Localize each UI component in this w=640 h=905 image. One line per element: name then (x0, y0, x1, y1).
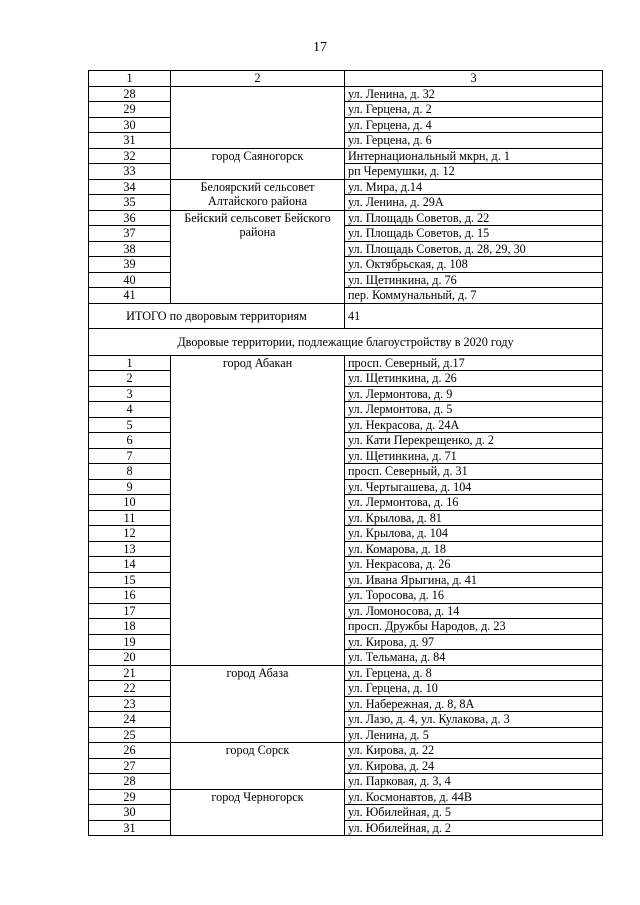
address-cell: ул. Щетинкина, д. 26 (345, 371, 603, 387)
municipality-cell: город Саяногорск (171, 148, 345, 179)
address-cell: просп. Дружбы Народов, д. 23 (345, 619, 603, 635)
row-number: 1 (89, 355, 171, 371)
column-header-municipality: 2 (171, 71, 345, 87)
address-cell: ул. Набережная, д. 8, 8А (345, 696, 603, 712)
row-number: 39 (89, 257, 171, 273)
row-number: 14 (89, 557, 171, 573)
table-row (89, 665, 603, 681)
row-number: 31 (89, 133, 171, 149)
row-number: 15 (89, 572, 171, 588)
section-title: Дворовые территории, подлежащие благоустройству в 2020 году (89, 328, 603, 355)
row-number: 21 (89, 665, 171, 681)
table-row (89, 650, 603, 666)
page-number: 17 (313, 40, 327, 55)
row-number: 28 (89, 774, 171, 790)
row-number: 27 (89, 758, 171, 774)
address-cell: ул. Ленина, д. 29А (345, 195, 603, 211)
table-row (89, 603, 603, 619)
table-row (89, 774, 603, 790)
table-row (89, 572, 603, 588)
table-row (89, 479, 603, 495)
row-number: 38 (89, 241, 171, 257)
address-cell: ул. Кирова, д. 97 (345, 634, 603, 650)
row-number: 32 (89, 148, 171, 164)
address-cell: ул. Тельмана, д. 84 (345, 650, 603, 666)
row-number: 5 (89, 417, 171, 433)
total-label: ИТОГО по дворовым территориям (89, 303, 345, 328)
table-row (89, 696, 603, 712)
row-number: 22 (89, 681, 171, 697)
address-cell: ул. Некрасова, д. 24А (345, 417, 603, 433)
municipality-cell: город Абакан (171, 355, 345, 665)
address-cell: пер. Коммунальный, д. 7 (345, 288, 603, 304)
address-cell: ул. Торосова, д. 16 (345, 588, 603, 604)
table-row (89, 758, 603, 774)
row-number: 11 (89, 510, 171, 526)
address-cell: ул. Юбилейная, д. 5 (345, 805, 603, 821)
row-number: 29 (89, 102, 171, 118)
address-cell: ул. Крылова, д. 81 (345, 510, 603, 526)
address-cell: ул. Герцена, д. 4 (345, 117, 603, 133)
total-row (89, 303, 603, 328)
table-row (89, 102, 603, 118)
row-number: 26 (89, 743, 171, 759)
address-cell: просп. Северный, д. 31 (345, 464, 603, 480)
address-cell: ул. Герцена, д. 6 (345, 133, 603, 149)
row-number: 12 (89, 526, 171, 542)
municipality-cell: город Сорск (171, 743, 345, 790)
address-cell: ул. Щетинкина, д. 71 (345, 448, 603, 464)
address-cell: ул. Площадь Советов, д. 15 (345, 226, 603, 242)
table-row (89, 448, 603, 464)
table-row (89, 510, 603, 526)
row-number: 7 (89, 448, 171, 464)
row-number: 8 (89, 464, 171, 480)
address-cell: ул. Космонавтов, д. 44В (345, 789, 603, 805)
table-row (89, 288, 603, 304)
table-row (89, 681, 603, 697)
table-row (89, 195, 603, 211)
table-row (89, 257, 603, 273)
table-row (89, 712, 603, 728)
header-row (89, 71, 603, 87)
column-header-number: 1 (89, 71, 171, 87)
table-row (89, 526, 603, 542)
row-number: 25 (89, 727, 171, 743)
address-cell: ул. Крылова, д. 104 (345, 526, 603, 542)
row-number: 9 (89, 479, 171, 495)
address-cell: ул. Ленина, д. 5 (345, 727, 603, 743)
row-number: 33 (89, 164, 171, 180)
municipality-cell: Бейский сельсовет Бейского района (171, 210, 345, 303)
addresses-table (88, 70, 603, 836)
municipality-cell: город Абаза (171, 665, 345, 743)
address-cell: ул. Комарова, д. 18 (345, 541, 603, 557)
address-cell: ул. Лазо, д. 4, ул. Кулакова, д. 3 (345, 712, 603, 728)
address-cell: ул. Ломоносова, д. 14 (345, 603, 603, 619)
table-row (89, 241, 603, 257)
table-row (89, 789, 603, 805)
row-number: 41 (89, 288, 171, 304)
row-number: 2 (89, 371, 171, 387)
row-number: 16 (89, 588, 171, 604)
address-cell: ул. Лермонтова, д. 5 (345, 402, 603, 418)
row-number: 40 (89, 272, 171, 288)
address-cell: ул. Лермонтова, д. 9 (345, 386, 603, 402)
row-number: 18 (89, 619, 171, 635)
row-number: 6 (89, 433, 171, 449)
address-cell: ул. Кирова, д. 22 (345, 743, 603, 759)
row-number: 10 (89, 495, 171, 511)
section-row (89, 328, 603, 355)
row-number: 28 (89, 86, 171, 102)
address-cell: Интернациональный мкрн, д. 1 (345, 148, 603, 164)
row-number: 20 (89, 650, 171, 666)
row-number: 29 (89, 789, 171, 805)
row-number: 30 (89, 805, 171, 821)
total-value: 41 (345, 303, 603, 328)
row-number: 37 (89, 226, 171, 242)
table-row (89, 402, 603, 418)
row-number: 30 (89, 117, 171, 133)
table-row (89, 820, 603, 836)
table-row (89, 148, 603, 164)
table-row (89, 210, 603, 226)
municipality-cell-empty (171, 86, 345, 148)
table-row (89, 541, 603, 557)
table-row (89, 117, 603, 133)
address-cell: ул. Кати Перекрещенко, д. 2 (345, 433, 603, 449)
address-cell: ул. Ленина, д. 32 (345, 86, 603, 102)
table-row (89, 743, 603, 759)
address-cell: ул. Герцена, д. 10 (345, 681, 603, 697)
address-cell: ул. Мира, д.14 (345, 179, 603, 195)
column-header-address: 3 (345, 71, 603, 87)
table-row (89, 179, 603, 195)
address-cell: ул. Герцена, д. 8 (345, 665, 603, 681)
address-cell: ул. Лермонтова, д. 16 (345, 495, 603, 511)
address-cell: ул. Некрасова, д. 26 (345, 557, 603, 573)
address-cell: ул. Парковая, д. 3, 4 (345, 774, 603, 790)
table-row (89, 557, 603, 573)
row-number: 13 (89, 541, 171, 557)
row-number: 4 (89, 402, 171, 418)
table-row (89, 164, 603, 180)
row-number: 36 (89, 210, 171, 226)
row-number: 3 (89, 386, 171, 402)
address-cell: ул. Юбилейная, д. 2 (345, 820, 603, 836)
address-cell: ул. Чертыгашева, д. 104 (345, 479, 603, 495)
municipality-cell: город Черногорск (171, 789, 345, 836)
address-cell: ул. Герцена, д. 2 (345, 102, 603, 118)
table-row (89, 417, 603, 433)
address-cell: ул. Ивана Ярыгина, д. 41 (345, 572, 603, 588)
table-row (89, 634, 603, 650)
row-number: 34 (89, 179, 171, 195)
table-row (89, 226, 603, 242)
table-row (89, 355, 603, 371)
table-row (89, 371, 603, 387)
table-row (89, 272, 603, 288)
row-number: 35 (89, 195, 171, 211)
address-cell: ул. Октябрьская, д. 108 (345, 257, 603, 273)
table-row (89, 619, 603, 635)
address-cell: рп Черемушки, д. 12 (345, 164, 603, 180)
address-cell: ул. Щетинкина, д. 76 (345, 272, 603, 288)
municipality-cell: Белоярский сельсовет Алтайского района (171, 179, 345, 210)
table-row (89, 86, 603, 102)
table-row (89, 805, 603, 821)
address-cell: ул. Кирова, д. 24 (345, 758, 603, 774)
row-number: 24 (89, 712, 171, 728)
table-row (89, 588, 603, 604)
address-cell: ул. Площадь Советов, д. 28, 29, 30 (345, 241, 603, 257)
table-row (89, 727, 603, 743)
row-number: 23 (89, 696, 171, 712)
table-row (89, 386, 603, 402)
address-cell: просп. Северный, д.17 (345, 355, 603, 371)
table-row (89, 495, 603, 511)
table-row (89, 433, 603, 449)
address-cell: ул. Площадь Советов, д. 22 (345, 210, 603, 226)
row-number: 19 (89, 634, 171, 650)
table-row (89, 464, 603, 480)
row-number: 31 (89, 820, 171, 836)
table-row (89, 133, 603, 149)
row-number: 17 (89, 603, 171, 619)
